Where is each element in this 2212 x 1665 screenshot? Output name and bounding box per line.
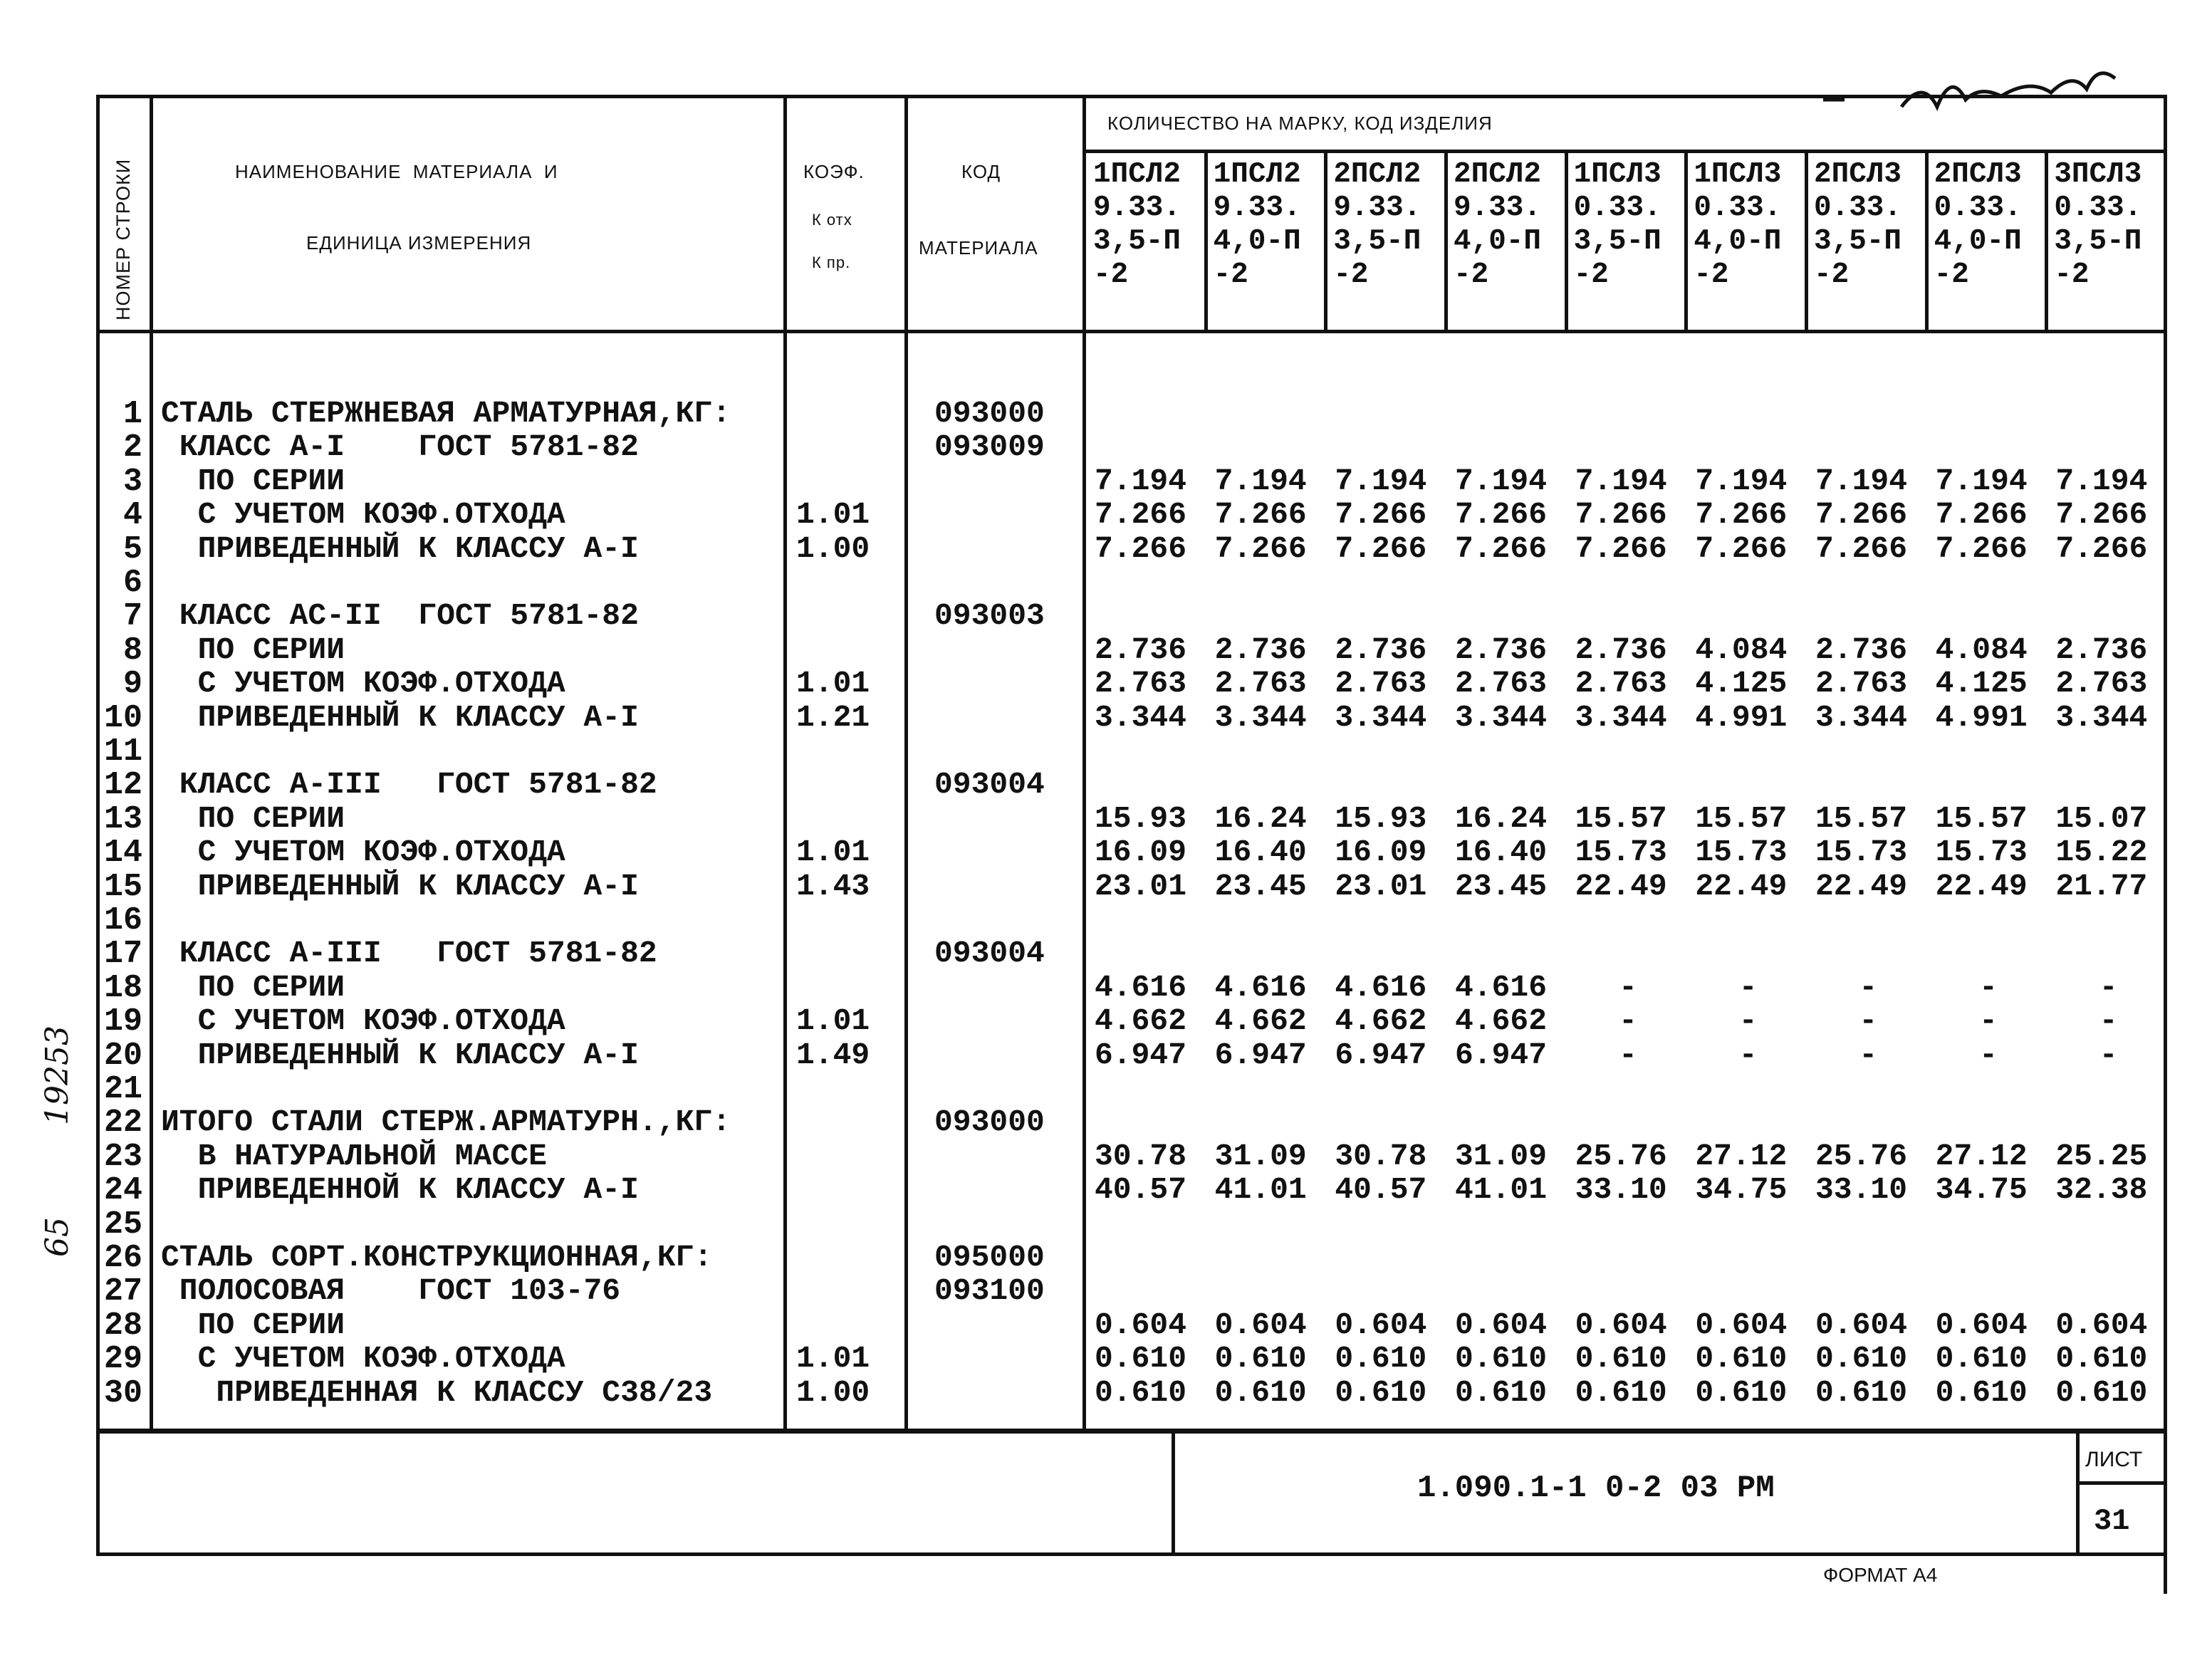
material-name: СТАЛЬ СТЕРЖНЕВАЯ АРМАТУРНАЯ,КГ:	[161, 396, 731, 431]
quantity-value: 3.344	[2055, 699, 2148, 735]
row-number: 5	[122, 531, 142, 568]
material-code: 093000	[934, 1105, 1045, 1140]
row-number: 17	[103, 936, 142, 973]
quantity-value: 7.266	[1095, 531, 1187, 566]
quantity-value: 0.604	[1214, 1307, 1307, 1342]
material-name: В НАТУРАЛЬНОЙ МАССЕ	[161, 1138, 547, 1174]
quantity-value: 25.76	[1815, 1138, 1908, 1174]
quantity-value: -	[1738, 969, 1758, 1005]
quantity-value: 4.662	[1095, 1003, 1187, 1039]
quantity-value: 7.266	[1935, 531, 2028, 566]
sheet-number: 31	[2094, 1504, 2130, 1538]
row-number: 25	[103, 1206, 142, 1243]
row-number: 1	[122, 396, 142, 432]
coef-header-line1: КОЭФ.	[803, 161, 865, 182]
material-name: КЛАСС А-I ГОСТ 5781-82	[161, 429, 639, 465]
quantity-value: 4.616	[1335, 969, 1427, 1005]
row-number: 20	[103, 1037, 142, 1074]
coefficient: 1.01	[796, 497, 870, 533]
quantity-value: -	[2099, 1037, 2118, 1072]
quantity-value: 2.763	[1335, 666, 1427, 701]
quantity-value: 27.12	[1935, 1138, 2028, 1174]
quantity-value: 7.194	[1335, 463, 1427, 499]
material-name: КЛАСС А-III ГОСТ 5781-82	[161, 936, 657, 971]
quantity-value: -	[1979, 1037, 1998, 1072]
quantity-value: 0.610	[1095, 1374, 1187, 1410]
row-number: 2	[122, 429, 142, 466]
coefficient: 1.01	[796, 1003, 870, 1039]
quantity-value: 0.604	[2055, 1307, 2148, 1342]
material-name: С УЧЕТОМ КОЭФ.ОТХОДА	[161, 835, 565, 870]
material-name: С УЧЕТОМ КОЭФ.ОТХОДА	[161, 666, 565, 701]
quantity-value: 0.610	[1095, 1341, 1187, 1377]
quantity-value: 0.610	[1455, 1341, 1548, 1377]
material-name: ПО СЕРИИ	[161, 969, 345, 1005]
quantity-value: 7.194	[1935, 463, 2028, 499]
quantity-value: 15.73	[1695, 835, 1788, 870]
quantity-value: 7.266	[1335, 531, 1427, 566]
quantity-value: 6.947	[1214, 1037, 1307, 1072]
quantity-value: 15.57	[1815, 800, 1908, 836]
row-number: 26	[103, 1240, 142, 1276]
col-divider-coef	[904, 95, 908, 1429]
document-code: 1.090.1-1 0-2 03 РМ	[1417, 1471, 1775, 1506]
quantity-value: 34.75	[1695, 1172, 1788, 1208]
quantity-value: -	[1859, 1037, 1878, 1072]
material-code: 093004	[934, 767, 1045, 803]
quantity-value: 16.09	[1095, 835, 1187, 870]
quantity-value: -	[1738, 1037, 1758, 1072]
quantity-value: 6.947	[1455, 1037, 1548, 1072]
quantity-value: 2.736	[1095, 632, 1187, 667]
quantity-value: 0.610	[1695, 1341, 1788, 1377]
mark-header: 1ПСЛ2 9.33. 3,5-П -2	[1093, 158, 1181, 291]
quantity-value: 32.38	[2055, 1172, 2148, 1208]
quantity-value: 25.76	[1575, 1138, 1667, 1174]
quantity-value: 15.07	[2055, 800, 2148, 836]
quantity-value: 16.40	[1214, 835, 1307, 870]
quantity-value: 7.266	[1095, 497, 1187, 533]
quantity-value: 0.610	[2055, 1341, 2148, 1377]
quantity-value: 7.194	[1815, 463, 1908, 499]
quantity-value: 31.09	[1214, 1138, 1307, 1174]
footer-sheet-divider	[2076, 1429, 2080, 1556]
mark-header: 1ПСЛ2 9.33. 4,0-П -2	[1213, 158, 1301, 291]
row-number: 18	[103, 969, 142, 1006]
row-number: 4	[122, 497, 142, 534]
quantity-value: 41.01	[1455, 1172, 1548, 1208]
quantity-value: 7.266	[1935, 497, 2028, 533]
row-number: 27	[103, 1273, 142, 1310]
material-name: ПРИВЕДЕННЫЙ К КЛАССУ А-I	[161, 699, 639, 735]
quantity-header: КОЛИЧЕСТВО НА МАРКУ, КОД ИЗДЕЛИЯ	[1107, 113, 1493, 134]
quantity-value: 2.736	[2055, 632, 2148, 667]
quantity-value: 0.610	[1335, 1374, 1427, 1410]
quantity-value: 25.25	[2055, 1138, 2148, 1174]
quantity-value: 2.736	[1214, 632, 1307, 667]
mark-col-divider	[1565, 153, 1568, 330]
page-number: 65	[39, 1217, 75, 1257]
footer-bottom-line	[96, 1552, 2167, 1556]
row-number: 21	[103, 1071, 142, 1107]
quantity-value: -	[1619, 1003, 1637, 1039]
mark-col-divider	[1684, 153, 1688, 330]
signature	[1816, 57, 2137, 128]
material-name: С УЧЕТОМ КОЭФ.ОТХОДА	[161, 497, 565, 533]
quantity-value: -	[1859, 1003, 1878, 1039]
quantity-value: 34.75	[1935, 1172, 2028, 1208]
quantity-value: -	[1619, 1037, 1637, 1072]
quantity-value: 33.10	[1575, 1172, 1667, 1208]
material-name: ПО СЕРИИ	[161, 463, 345, 499]
quantity-value: 7.266	[2055, 531, 2148, 566]
footer-sheet-label-line	[2076, 1481, 2167, 1485]
row-number: 24	[103, 1172, 142, 1209]
quantity-value: 15.22	[2055, 835, 2148, 870]
quantity-value: 0.610	[1214, 1374, 1307, 1410]
quantity-value: 21.77	[2055, 868, 2148, 904]
quantity-value: 4.616	[1214, 969, 1307, 1005]
quantity-value: 4.084	[1935, 632, 2028, 667]
quantity-value: -	[1738, 1003, 1758, 1039]
quantity-value: 7.194	[1575, 463, 1667, 499]
row-number: 13	[103, 800, 142, 837]
row-number: 14	[103, 835, 142, 872]
coefficient: 1.21	[796, 699, 870, 735]
quantity-value: 4.662	[1214, 1003, 1307, 1039]
footer-left-edge	[96, 1429, 100, 1556]
quantity-value: -	[1859, 969, 1878, 1005]
material-code: 093100	[934, 1273, 1045, 1309]
quantity-value: 7.194	[1095, 463, 1187, 499]
coefficient: 1.49	[796, 1037, 870, 1072]
material-code: 095000	[934, 1240, 1045, 1275]
quantity-value: 4.991	[1935, 699, 2028, 735]
row-number: 12	[103, 767, 142, 804]
row-number: 6	[122, 565, 142, 601]
row-number: 7	[122, 598, 142, 635]
material-name: ПРИВЕДЕННОЙ К КЛАССУ А-I	[161, 1172, 639, 1208]
col-divider-name	[783, 95, 787, 1429]
footer-divider	[96, 1429, 2167, 1432]
quantity-value: 40.57	[1095, 1172, 1187, 1208]
sheet-label: ЛИСТ	[2085, 1448, 2143, 1471]
quantity-value: 0.610	[1335, 1341, 1427, 1377]
quantity-value: 23.01	[1095, 868, 1187, 904]
quantity-value: -	[1619, 969, 1637, 1005]
quantity-value: 23.01	[1335, 868, 1427, 904]
quantity-value: 6.947	[1095, 1037, 1187, 1072]
material-code: 093004	[934, 936, 1045, 971]
quantity-value: 7.194	[1214, 463, 1307, 499]
mark-col-divider	[1324, 153, 1327, 330]
quantity-value: 7.266	[1455, 531, 1548, 566]
row-number: 23	[103, 1138, 142, 1175]
quantity-value: 15.93	[1095, 800, 1187, 836]
mark-col-divider	[1444, 153, 1448, 330]
quantity-value: 3.344	[1095, 699, 1187, 735]
table-frame	[96, 95, 2167, 1434]
mark-col-divider	[1204, 153, 1208, 330]
material-name: КЛАСС А-III ГОСТ 5781-82	[161, 767, 657, 803]
quantity-value: 0.610	[1575, 1341, 1667, 1377]
coef-header-line3: К пр.	[812, 254, 851, 271]
quantity-value: 4.616	[1455, 969, 1548, 1005]
quantity-value: 0.604	[1935, 1307, 2028, 1342]
material-code: 093009	[934, 429, 1045, 465]
quantity-value: 2.736	[1455, 632, 1548, 667]
quantity-value: -	[1979, 969, 1998, 1005]
col-divider-rownum	[150, 95, 153, 1429]
format-label: ФОРМАТ А4	[1823, 1564, 1938, 1586]
row-number-header: НОМЕР СТРОКИ	[113, 158, 134, 320]
quantity-label-line	[1082, 150, 2167, 153]
material-name: СТАЛЬ СОРТ.КОНСТРУКЦИОННАЯ,КГ:	[161, 1240, 713, 1275]
quantity-value: 15.73	[1815, 835, 1908, 870]
quantity-value: 7.266	[1214, 531, 1307, 566]
quantity-value: 3.344	[1455, 699, 1548, 735]
quantity-value: 6.947	[1335, 1037, 1427, 1072]
material-name: ПРИВЕДЕННАЯ К КЛАССУ С38/23	[161, 1374, 713, 1410]
quantity-value: 7.266	[2055, 497, 2148, 533]
mark-header: 2ПСЛ2 9.33. 4,0-П -2	[1454, 158, 1542, 291]
quantity-value: 7.194	[2055, 463, 2148, 499]
material-code: 093000	[934, 396, 1045, 431]
mark-header: 1ПСЛ3 0.33. 3,5-П -2	[1573, 158, 1661, 291]
quantity-value: 15.93	[1335, 800, 1427, 836]
quantity-value: 0.604	[1095, 1307, 1187, 1342]
material-name: ИТОГО СТАЛИ СТЕРЖ.АРМАТУРН.,КГ:	[161, 1105, 731, 1140]
row-number: 9	[122, 666, 142, 703]
mark-header: 2ПСЛ3 0.33. 4,0-П -2	[1934, 158, 2022, 291]
row-number: 28	[103, 1307, 142, 1344]
quantity-value: 0.610	[1815, 1374, 1908, 1410]
col-divider-code	[1082, 95, 1086, 1429]
mark-col-divider	[2045, 153, 2048, 330]
material-name: ПО СЕРИИ	[161, 632, 345, 667]
quantity-value: 7.266	[1575, 531, 1667, 566]
coefficient: 1.01	[796, 835, 870, 870]
code-header-line2: МАТЕРИАЛА	[919, 237, 1038, 259]
quantity-value: 0.610	[1455, 1374, 1548, 1410]
quantity-value: 2.736	[1575, 632, 1667, 667]
quantity-value: 3.344	[1815, 699, 1908, 735]
quantity-value: 7.266	[1455, 497, 1548, 533]
quantity-value: 2.736	[1335, 632, 1427, 667]
quantity-value: 15.57	[1575, 800, 1667, 836]
coefficient: 1.43	[796, 868, 870, 904]
quantity-value: 2.763	[2055, 666, 2148, 701]
quantity-value: 0.604	[1335, 1307, 1427, 1342]
quantity-value: 2.763	[1815, 666, 1908, 701]
quantity-value: 0.610	[1935, 1374, 2028, 1410]
mark-header: 3ПСЛ3 0.33. 3,5-П -2	[2054, 158, 2142, 291]
coef-header-line2: К отх	[812, 211, 852, 229]
quantity-value: 7.266	[1815, 531, 1908, 566]
quantity-value: 27.12	[1695, 1138, 1788, 1174]
quantity-value: 0.610	[1935, 1341, 2028, 1377]
quantity-value: 0.610	[1214, 1341, 1307, 1377]
material-name: ПРИВЕДЕННЫЙ К КЛАССУ А-I	[161, 531, 639, 566]
row-number: 10	[103, 699, 142, 736]
material-name: С УЧЕТОМ КОЭФ.ОТХОДА	[161, 1003, 565, 1039]
mark-header: 2ПСЛ3 0.33. 3,5-П -2	[1814, 158, 1902, 291]
quantity-value: 7.194	[1695, 463, 1788, 499]
row-number: 22	[103, 1105, 142, 1142]
quantity-value: 23.45	[1214, 868, 1307, 904]
quantity-value: 7.266	[1815, 497, 1908, 533]
quantity-value: 22.49	[1575, 868, 1667, 904]
mark-col-divider	[1805, 153, 1808, 330]
material-name: ПО СЕРИИ	[161, 800, 345, 836]
quantity-value: 0.610	[2055, 1374, 2148, 1410]
mark-header: 2ПСЛ2 9.33. 3,5-П -2	[1333, 158, 1421, 291]
quantity-value: 22.49	[1935, 868, 2028, 904]
row-number: 15	[103, 868, 142, 905]
quantity-value: 3.344	[1335, 699, 1427, 735]
quantity-value: 41.01	[1214, 1172, 1307, 1208]
material-name: ПРИВЕДЕННЫЙ К КЛАССУ А-I	[161, 1037, 639, 1072]
coefficient: 1.01	[796, 666, 870, 701]
quantity-value: 0.610	[1695, 1374, 1788, 1410]
name-header-line1: НАИМЕНОВАНИЕ МАТЕРИАЛА И	[235, 161, 558, 182]
material-code: 093003	[934, 598, 1045, 634]
quantity-value: 4.084	[1695, 632, 1788, 667]
row-number: 19	[103, 1003, 142, 1040]
quantity-value: 7.266	[1214, 497, 1307, 533]
quantity-value: 15.73	[1935, 835, 2028, 870]
mark-col-divider	[1925, 153, 1929, 330]
name-header-line2: ЕДИНИЦА ИЗМЕРЕНИЯ	[306, 232, 532, 254]
quantity-value: 4.616	[1095, 969, 1187, 1005]
quantity-value: 16.40	[1455, 835, 1548, 870]
coefficient: 1.00	[796, 531, 870, 566]
quantity-value: 4.125	[1935, 666, 2028, 701]
quantity-value: 16.24	[1455, 800, 1548, 836]
quantity-value: 31.09	[1455, 1138, 1548, 1174]
header-bottom-line	[96, 330, 2167, 333]
quantity-value: 0.610	[1815, 1341, 1908, 1377]
mark-header: 1ПСЛ3 0.33. 4,0-П -2	[1694, 158, 1782, 291]
footer-code-divider	[1172, 1429, 1175, 1556]
quantity-value: 3.344	[1575, 699, 1667, 735]
row-number: 29	[103, 1341, 142, 1378]
quantity-value: 2.763	[1095, 666, 1187, 701]
quantity-value: 0.604	[1575, 1307, 1667, 1342]
quantity-value: 30.78	[1335, 1138, 1427, 1174]
inventory-number: 19253	[39, 1025, 75, 1125]
quantity-value: 2.763	[1575, 666, 1667, 701]
material-name: С УЧЕТОМ КОЭФ.ОТХОДА	[161, 1341, 565, 1377]
material-name: КЛАСС АС-II ГОСТ 5781-82	[161, 598, 639, 634]
quantity-value: 4.125	[1695, 666, 1788, 701]
code-header-line1: КОД	[961, 161, 1001, 182]
quantity-value: 0.604	[1815, 1307, 1908, 1342]
quantity-value: 7.266	[1335, 497, 1427, 533]
footer-right-edge	[2164, 1429, 2167, 1594]
quantity-value: 15.57	[1935, 800, 2028, 836]
material-name: ПРИВЕДЕННЫЙ К КЛАССУ А-I	[161, 868, 639, 904]
quantity-value: 0.610	[1575, 1374, 1667, 1410]
quantity-value: -	[1979, 1003, 1998, 1039]
material-name: ПОЛОСОВАЯ ГОСТ 103-76	[161, 1273, 621, 1309]
quantity-value: 40.57	[1335, 1172, 1427, 1208]
quantity-value: 30.78	[1095, 1138, 1187, 1174]
quantity-value: 15.73	[1575, 835, 1667, 870]
quantity-value: 7.266	[1575, 497, 1667, 533]
quantity-value: 22.49	[1695, 868, 1788, 904]
quantity-value: 7.266	[1695, 531, 1788, 566]
coefficient: 1.01	[796, 1341, 870, 1377]
quantity-value: -	[2099, 969, 2118, 1005]
quantity-value: 15.57	[1695, 800, 1788, 836]
quantity-value: 4.662	[1335, 1003, 1427, 1039]
quantity-value: 0.604	[1695, 1307, 1788, 1342]
row-number: 16	[103, 902, 142, 939]
quantity-value: 3.344	[1214, 699, 1307, 735]
quantity-value: 2.763	[1455, 666, 1548, 701]
quantity-value: 33.10	[1815, 1172, 1908, 1208]
quantity-value: 22.49	[1815, 868, 1908, 904]
quantity-value: 4.662	[1455, 1003, 1548, 1039]
quantity-value: 7.194	[1455, 463, 1548, 499]
quantity-value: 2.763	[1214, 666, 1307, 701]
quantity-value: 7.266	[1695, 497, 1788, 533]
quantity-value: 2.736	[1815, 632, 1908, 667]
row-number: 11	[103, 734, 142, 770]
quantity-value: 16.24	[1214, 800, 1307, 836]
row-number: 30	[103, 1374, 142, 1411]
quantity-value: 4.991	[1695, 699, 1788, 735]
quantity-value: 0.604	[1455, 1307, 1548, 1342]
row-number: 8	[122, 632, 142, 669]
quantity-value: 23.45	[1455, 868, 1548, 904]
row-number: 3	[122, 463, 142, 500]
coefficient: 1.00	[796, 1374, 870, 1410]
material-name: ПО СЕРИИ	[161, 1307, 345, 1342]
quantity-value: 16.09	[1335, 835, 1427, 870]
quantity-value: -	[2099, 1003, 2118, 1039]
